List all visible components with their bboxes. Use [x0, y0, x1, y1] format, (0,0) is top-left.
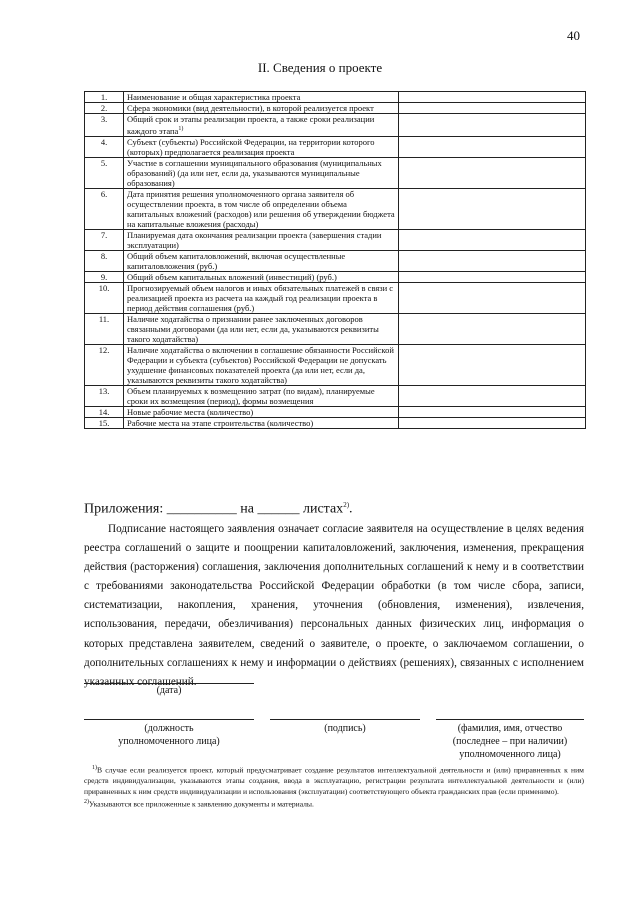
- row-value[interactable]: [399, 313, 586, 344]
- row-description: [124, 271, 399, 282]
- row-value[interactable]: [399, 385, 586, 406]
- row-footnote-mark: 1): [178, 126, 184, 132]
- row-description-text: Объем планируемых к возмещению затрат (по видам), планируемые сроки их возмещения (период), формы возмещения: [127, 385, 375, 406]
- footnote-2-mark: 2): [84, 799, 89, 806]
- row-description-text: Наименование и общая характеристика проекта: [127, 92, 301, 102]
- row-description-text: Рабочие места на этапе строительства (количество): [127, 417, 314, 428]
- position-line: [84, 719, 254, 720]
- table-row: [85, 250, 586, 271]
- section-title: II. Сведения о проекте: [257, 60, 383, 75]
- table-row: [85, 188, 586, 229]
- row-number: 12.: [85, 344, 124, 385]
- row-value[interactable]: [399, 229, 586, 250]
- row-value[interactable]: [399, 114, 586, 137]
- footnote-1: [84, 763, 584, 797]
- attachments-end: .: [349, 501, 353, 517]
- row-number: 9.: [85, 271, 124, 282]
- signature-line: [270, 719, 420, 720]
- row-description-text: Наличие ходатайства о включении в соглашение обязанности Российской Федерации и субъекта (субъектов) Российской Федерации не допускать ухудшение финансовых показателей проекта (да или нет, если да, указываются реквизиты такого ходатайства): [127, 344, 394, 385]
- attachments-label: Приложения:: [84, 501, 164, 517]
- position-caption-line-1: (должность: [144, 723, 194, 734]
- footnote-1-text: В случае если реализуется проект, который предусматривает создание результатов интеллектуальной деятельности и (или) приравненных к ним средств индивидуализации, указываются этапы создания, ввода в эксплуатацию, регистрации результата интеллектуальной деятельности и (или) приравненных к ним средств индивидуализации и использования (эксплуатации) соответствующего объекта гражданских прав (если применимо).: [84, 765, 584, 796]
- row-description-text: Прогнозируемый объем налогов и иных обязательных платежей в связи с реализацией проекта из расчета на каждый год реализации проекта в период действия соглашения (руб.): [127, 282, 394, 313]
- row-number: 4.: [85, 136, 124, 157]
- row-description: [124, 250, 399, 271]
- table-row: [85, 157, 586, 188]
- project-info-table-body: [85, 92, 586, 429]
- row-description-text: Дата принятия решения уполномоченного органа заявителя об осуществлении проекта, в том числе об определении объема капитальных вложений (расходов) или решения об утверждении бюджета на капитальные вложения (расходы): [127, 188, 395, 229]
- row-number: 13.: [85, 385, 124, 406]
- row-value[interactable]: [399, 344, 586, 385]
- footnotes: [84, 763, 584, 810]
- row-number: 5.: [85, 157, 124, 188]
- row-number: 8.: [85, 250, 124, 271]
- row-description: [124, 229, 399, 250]
- row-value[interactable]: [399, 92, 586, 103]
- row-description-text: Субъект (субъекты) Российской Федерации, на территории которого (которых) предполагается реализация проекта: [127, 136, 375, 157]
- row-description-text: Наличие ходатайства о признании ранее заключенных договоров связанными договорами (да или нет, если да, указываются реквизиты такого ходатайства): [127, 313, 379, 344]
- row-description-text: Общий срок и этапы реализации проекта, а также сроки реализации каждого этапа: [127, 114, 375, 136]
- row-description-text: Новые рабочие места (количество): [127, 406, 254, 417]
- attachments-blank-1: __________: [166, 501, 237, 517]
- row-description: [124, 282, 399, 313]
- page-number: 40: [567, 28, 580, 43]
- table-row: [85, 271, 586, 282]
- consent-paragraph: Подписание настоящего заявления означает согласие заявителя на осуществление в целях ведения реестра соглашений о защите и поощрении капиталовложений, заключения, изменения, прекращения действия (расторжения) соглашения, заключения дополнительных соглашений к нему и в соответствии с требованиями законодательства Российской Федерации обработки (в том числе сбора, записи, систематизации, накопления, хранения, уточнения (обновления, изменения), извлечения, использования, передачи, обезличивания) персональных данных физических лиц, информация о которых представлена заявителем, сведений о заявителе, о проекте, о заключаемом соглашении, о дополнительных соглашениях к нему и информации о действиях (решениях), связанных с исполнением указанных соглашений.: [84, 523, 584, 688]
- row-description-text: Сфера экономики (вид деятельности), в которой реализуется проект: [127, 103, 374, 113]
- row-description-text: Общий объем капиталовложений, включая осуществленные капиталовложения (руб.): [127, 250, 346, 271]
- table-row: [85, 229, 586, 250]
- table-row: [85, 344, 586, 385]
- row-description-text: Планируемая дата окончания реализации проекта (завершения стадии эксплуатации): [127, 229, 382, 250]
- row-description: [124, 406, 399, 417]
- row-number: 6.: [85, 188, 124, 229]
- row-value[interactable]: [399, 136, 586, 157]
- row-description: [124, 114, 399, 137]
- attachments-on: на: [240, 501, 254, 517]
- row-number: 3.: [85, 114, 124, 137]
- row-value[interactable]: [399, 103, 586, 114]
- attachments-sheets: листах: [302, 501, 344, 517]
- footnote-2: [84, 797, 584, 810]
- row-number: 1.: [85, 92, 124, 103]
- position-caption: [84, 722, 254, 748]
- row-description: [124, 344, 399, 385]
- footnote-1-mark: 1): [92, 765, 97, 771]
- row-value[interactable]: [399, 282, 586, 313]
- table-row: [85, 282, 586, 313]
- row-number: 14.: [85, 406, 124, 417]
- row-description: [124, 136, 399, 157]
- row-value[interactable]: [399, 417, 586, 428]
- fio-caption-line-3: уполномоченного лица): [459, 749, 561, 760]
- footnote-2-text: Указываются все приложенные к заявлению документы и материалы.: [89, 799, 314, 809]
- row-description: [124, 313, 399, 344]
- row-number: 10.: [85, 282, 124, 313]
- attachments-line: [84, 501, 353, 518]
- attachments-blank-2: ______: [257, 501, 300, 517]
- table-row: [85, 92, 586, 103]
- project-info-table: [84, 91, 586, 429]
- row-description: [124, 92, 399, 103]
- table-row: [85, 313, 586, 344]
- attachments-footnote-mark: 2): [343, 501, 350, 509]
- row-description-text: Общий объем капитальных вложений (инвестиций) (руб.): [127, 271, 337, 282]
- table-row: [85, 136, 586, 157]
- table-row: [85, 103, 586, 114]
- table-row: [85, 385, 586, 406]
- fio-caption-line-2: (последнее – при наличии): [452, 736, 568, 747]
- row-description: [124, 188, 399, 229]
- row-value[interactable]: [399, 406, 586, 417]
- row-number: 7.: [85, 229, 124, 250]
- signature-caption: (подпись): [324, 723, 366, 734]
- row-description: [124, 385, 399, 406]
- table-row: [85, 114, 586, 137]
- row-number: 15.: [85, 417, 124, 428]
- position-caption-line-2: уполномоченного лица): [118, 736, 220, 747]
- date-caption: (дата): [156, 685, 182, 696]
- row-description: [124, 157, 399, 188]
- row-description: [124, 417, 399, 428]
- fio-caption: [430, 722, 590, 761]
- row-value[interactable]: [399, 271, 586, 282]
- row-description-text: Участие в соглашении муниципального образования (муниципальных образований) (да или нет, если да, указываются муниципальные образования): [127, 157, 382, 188]
- fio-line: [436, 719, 584, 720]
- row-value[interactable]: [399, 250, 586, 271]
- row-number: 2.: [85, 103, 124, 114]
- row-value[interactable]: [399, 157, 586, 188]
- row-number: 11.: [85, 313, 124, 344]
- fio-caption-line-1: (фамилия, имя, отчество: [457, 723, 563, 734]
- row-description: [124, 103, 399, 114]
- row-value[interactable]: [399, 188, 586, 229]
- table-row: [85, 417, 586, 428]
- table-row: [85, 406, 586, 417]
